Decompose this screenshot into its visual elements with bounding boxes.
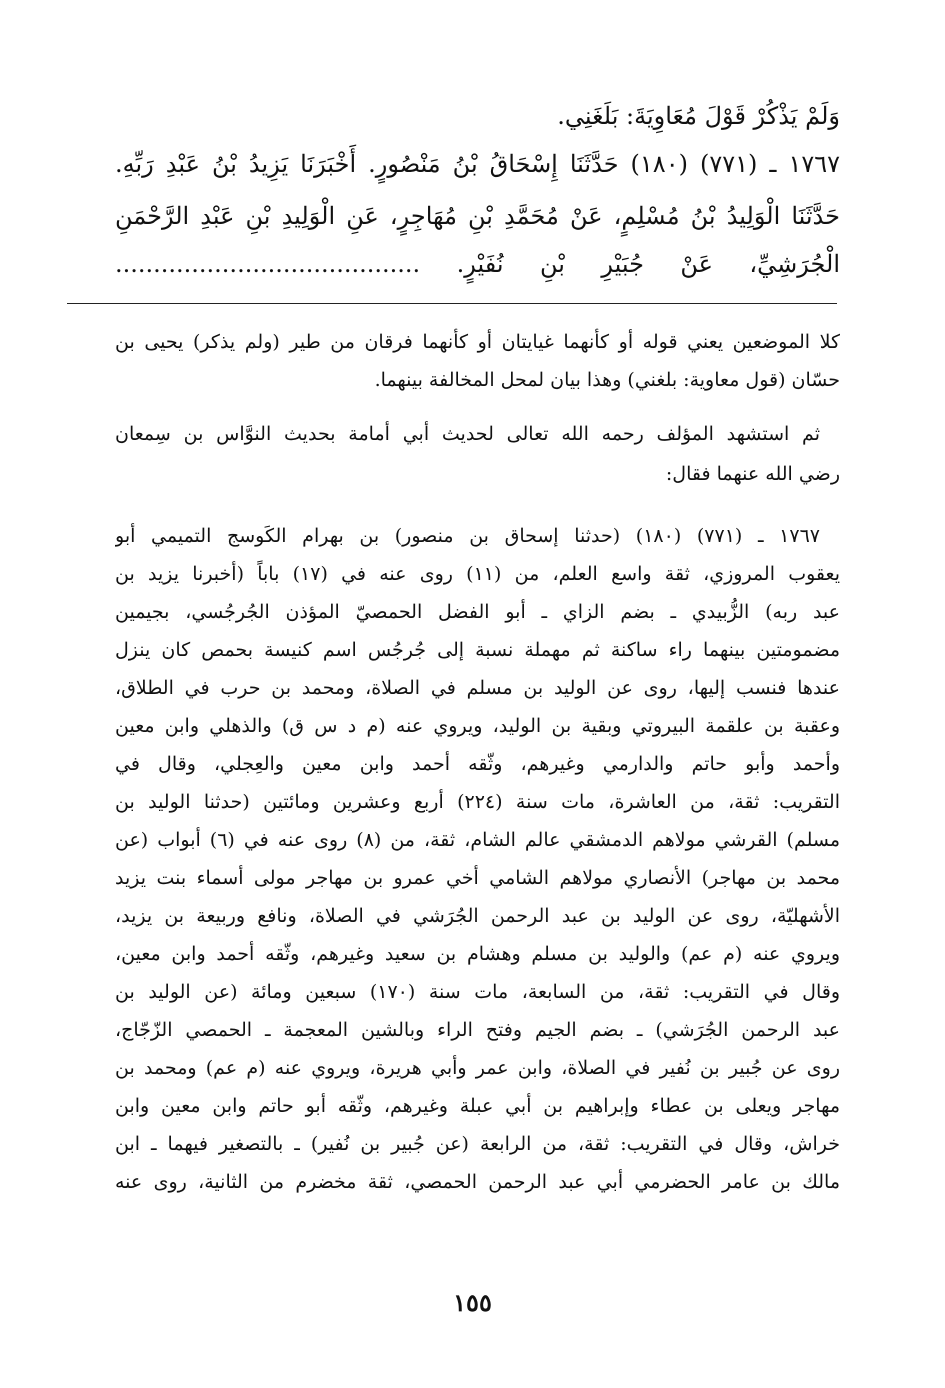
commentary-line: روى عن جُبير بن نُفير في الصلاة، وابن عمر وأبي هريرة، ويروي عنه (م عم) ومحمد بن — [115, 1057, 840, 1079]
commentary-line: مضمومتين بينهما راء ساكنة ثم مهملة نسبة إلى جُرجُس اسم كنيسة بحمص كان ينزل — [115, 639, 840, 661]
hadith-line: وَلَمْ يَذْكُرْ قَوْلَ مُعَاوِيَةَ: بَلَغَنِي. — [557, 102, 840, 130]
hadith-line: ١٧٦٧ ـ (٧٧١) (١٨٠) حَدَّثَنَا إِسْحَاقُ بْنُ مَنْصُورٍ. أَخْبَرَنَا يَزِيدُ بْنُ عَبْدِ رَبِّهِ. — [115, 150, 840, 178]
commentary-line: الأشهليّة، روى عن الوليد بن عبد الرحمن الجُرَشي في الصلاة، ونافع وربيعة بن يزيد، — [115, 905, 840, 927]
commentary-line: مسلم) القرشي مولاهم الدمشقي عالم الشام، ثقة، من (٨) روى عنه في (٦) أبواب (عن — [115, 829, 840, 851]
commentary-line: وعقبة بن علقمة البيروتي وبقية بن الوليد، ويروي عنه (م د س ق) والذهلي وابن معين — [115, 715, 840, 737]
commentary-line: مالك بن عامر الحضرمي أبي عبد الرحمن الحمصي، ثقة مخضرم من الثانية، روى عنه — [115, 1171, 840, 1193]
commentary-line: ثم استشهد المؤلف رحمه الله تعالى لحديث أبي أمامة بحديث النوَّاس بن سِمعان — [115, 423, 820, 445]
commentary-line: يعقوب المروزي، ثقة واسع العلم، من (١١) روى عنه في (١٧) باباً (أخبرنا يزيد بن — [115, 563, 840, 585]
commentary-line: ١٧٦٧ ـ (٧٧١) (١٨٠) (حدثنا إسحاق بن منصور) بن بهرام الكَوسج التميمي أبو — [115, 525, 820, 547]
commentary-line: مهاجر ويعلى بن عطاء وإبراهيم بن أبي عبلة وغيرهم، وثّقه أبو حاتم وابن معين وابن — [115, 1095, 840, 1117]
commentary-line: محمد بن مهاجر) الأنصاري مولاهم الشامي أخي عمرو بن مهاجر مولى أسماء بنت يزيد — [115, 867, 840, 889]
commentary-line: التقريب: ثقة، من العاشرة، مات سنة (٢٢٤) أربع وعشرين ومائتين (حدثنا الوليد بن — [115, 791, 840, 813]
commentary-line: عبد الرحمن الجُرَشي) ـ بضم الجيم وفتح الراء وبالشين المعجمة ـ الحمصي الزّجّاج، — [115, 1019, 840, 1041]
commentary-line: وقال في التقريب: ثقة، من السابعة، مات سنة (١٧٠) سبعين ومائة (عن الوليد بن — [115, 981, 840, 1003]
commentary-line: رضي الله عنهما فقال: — [665, 463, 840, 485]
page-number: ١٥٥ — [453, 1288, 492, 1317]
commentary-line: حسّان (قول معاوية: بلغني) وهذا بيان لمحل المخالفة بينهما. — [374, 369, 840, 391]
commentary-line: خراش، وقال في التقريب: ثقة، من الرابعة (عن جُبير بن نُفير) ـ بالتصغير فيهما ـ ابن — [115, 1133, 840, 1155]
hadith-line: الْجُرَشِيِّ، عَنْ جُبَيْرِ بْنِ نُفَيْرٍ. ........................................ — [115, 250, 840, 278]
commentary-line: وأحمد وأبو حاتم والدارمي وغيرهم، وثّقه أحمد وابن معين والعِجلي، وقال في — [115, 753, 840, 775]
section-divider — [67, 303, 837, 304]
commentary-line: ويروي عنه (م عم) والوليد بن مسلم وهشام بن سعيد وغيرهم، وثّقه أحمد وابن معين، — [115, 943, 840, 965]
commentary-line: عبد ربه) الزُّبيدي ـ بضم الزاي ـ أبو الفضل الحمصيّ المؤذن الجُرجُسي، بجيمين — [115, 601, 840, 623]
commentary-line: عندها فنسب إليها، روى عن الوليد بن مسلم في الصلاة، ومحمد بن حرب في الطلاق، — [115, 677, 840, 699]
commentary-line: كلا الموضعين يعني قوله أو كأنهما غيايتان أو كأنهما فرقان من طير (ولم يذكر) يحيى بن — [115, 331, 840, 353]
hadith-line: حَدَّثَنَا الْوَلِيدُ بْنُ مُسْلِمٍ، عَنْ مُحَمَّدِ بْنِ مُهَاجِرٍ، عَنِ الْوَلِيدِ بْنِ عَبْدِ الرَّحْمَنِ — [115, 202, 840, 230]
